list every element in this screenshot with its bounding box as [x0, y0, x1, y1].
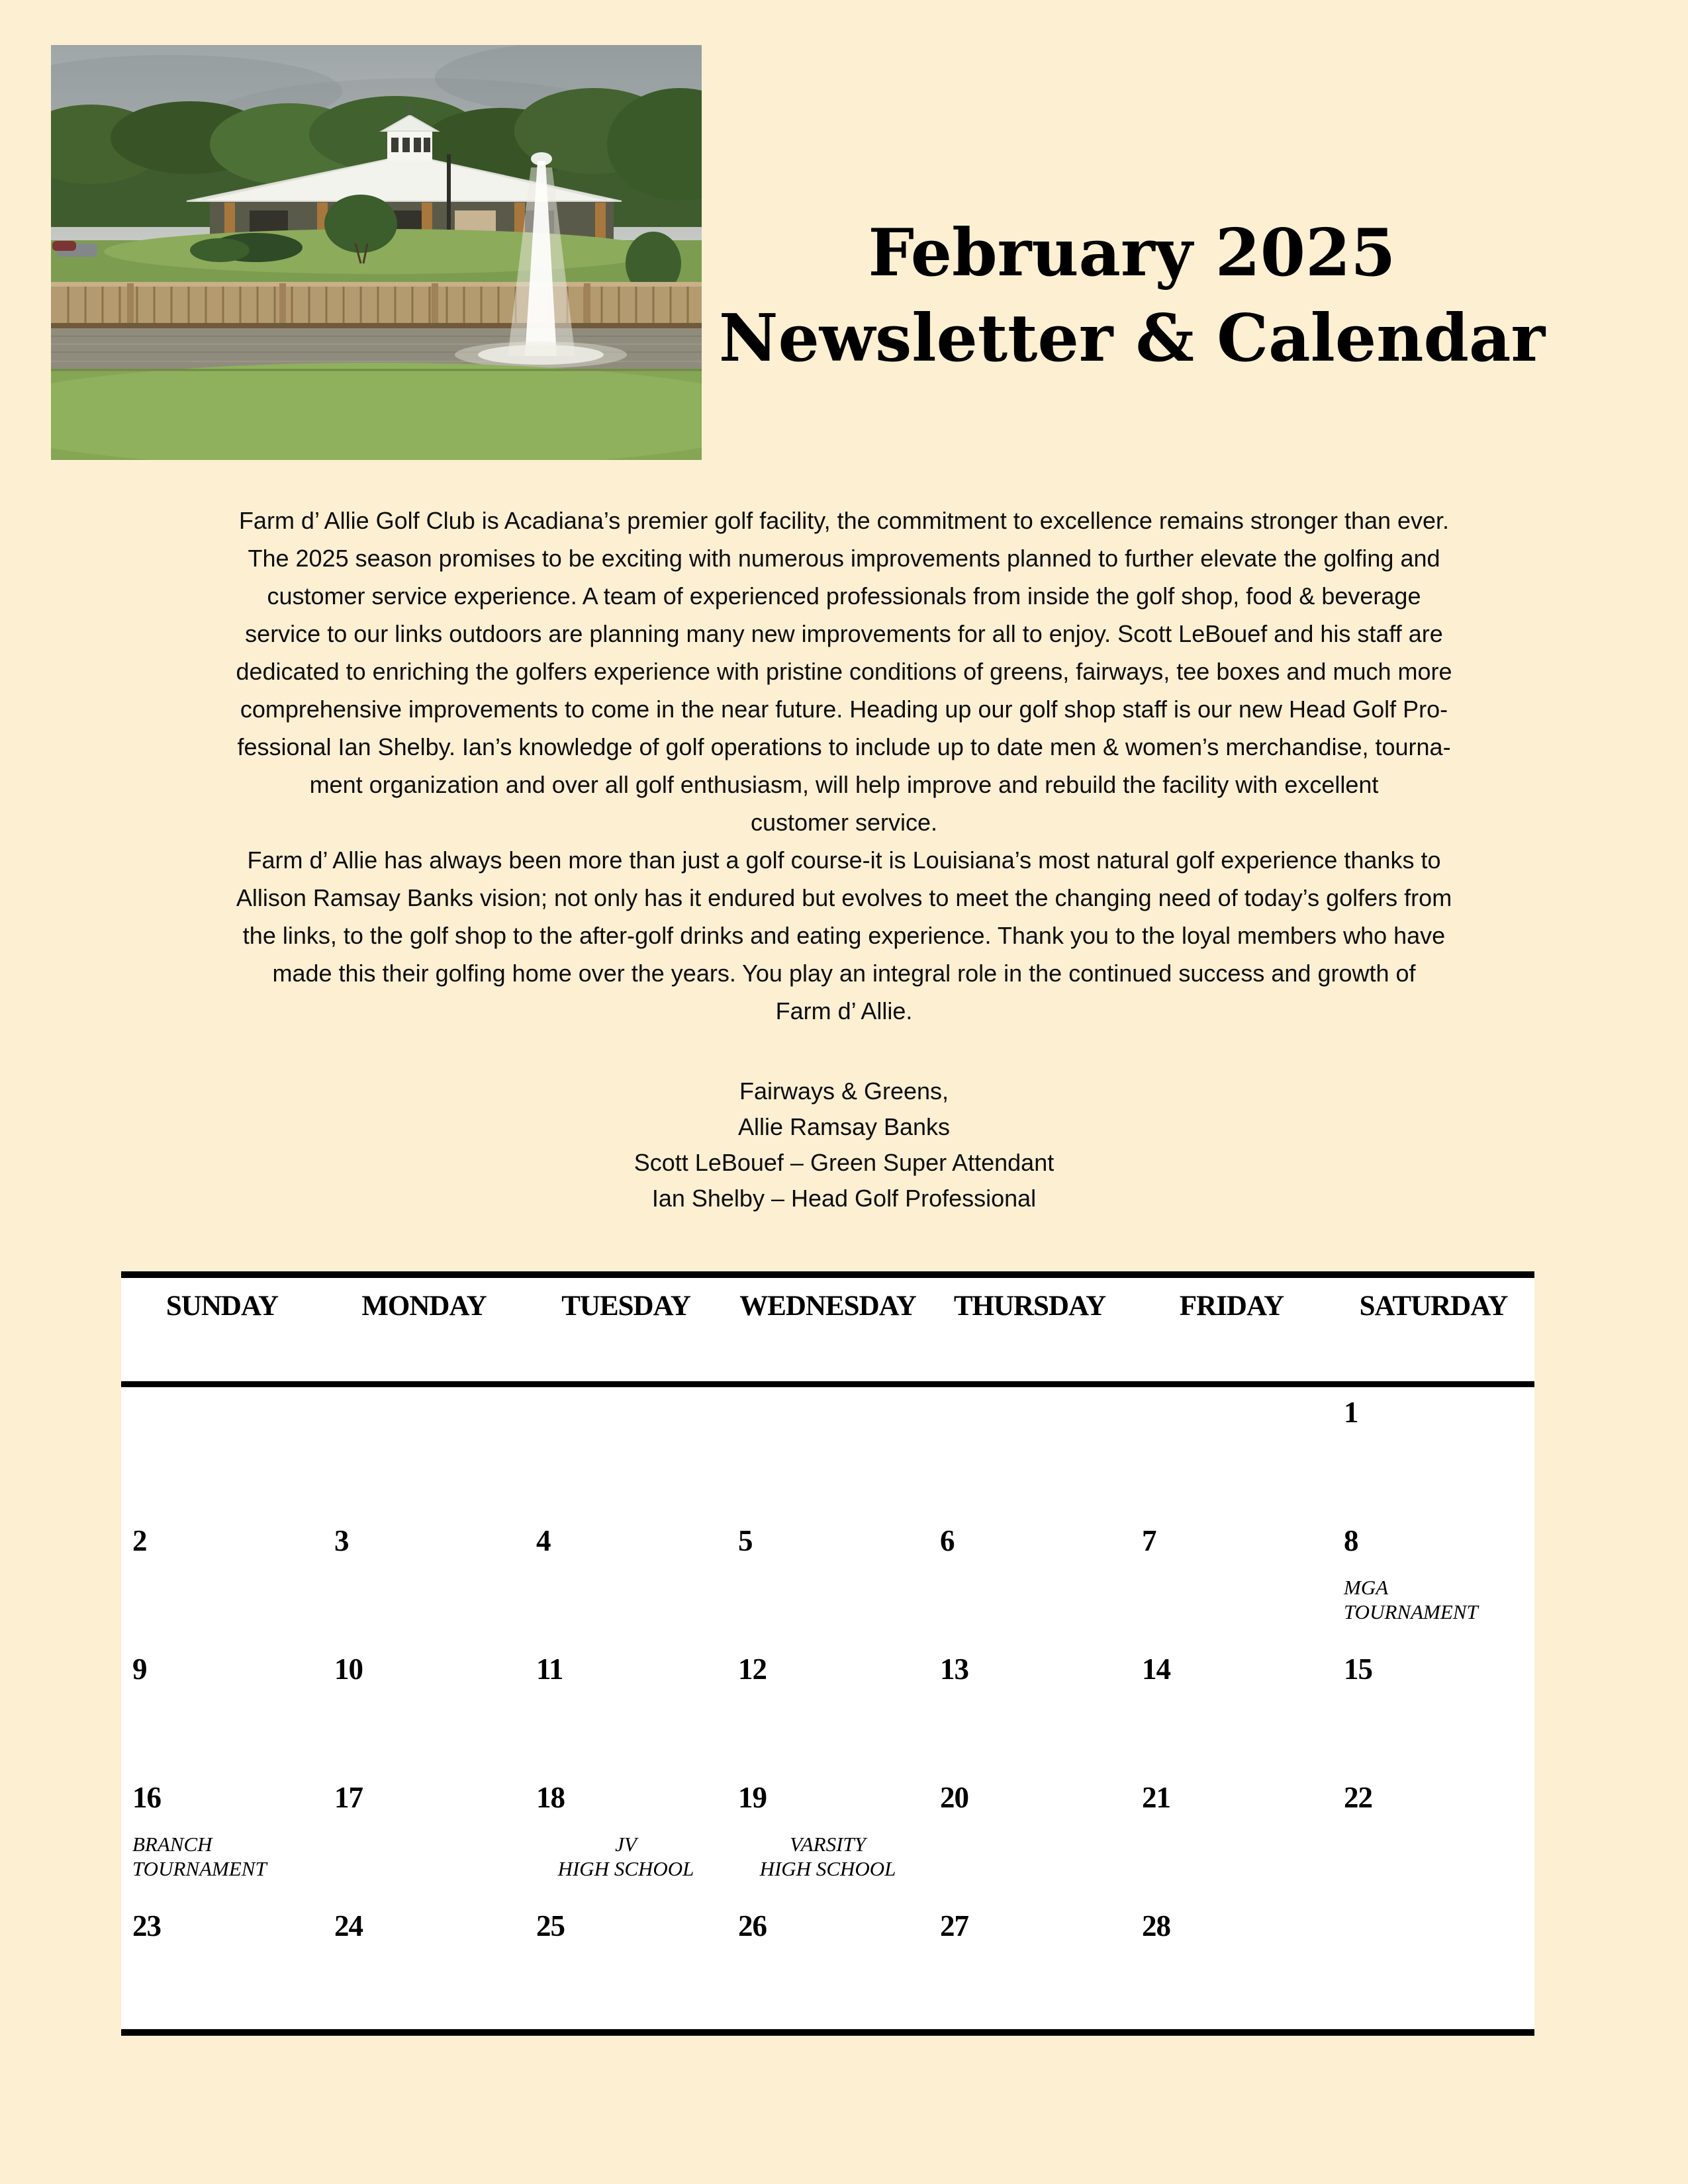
- calendar-cell: [525, 1901, 727, 2029]
- date-number: 24: [334, 1909, 363, 1942]
- calendar-cell: [1333, 1516, 1534, 1644]
- calendar-cell: [121, 1516, 323, 1644]
- calendar-cell: [323, 1901, 525, 2029]
- date-number: 28: [1142, 1909, 1170, 1942]
- date-number: 14: [1142, 1653, 1170, 1686]
- calendar-cell: [525, 1772, 727, 1901]
- date-number: 1: [1344, 1396, 1358, 1429]
- calendar-cell: [121, 1387, 323, 1516]
- date-number: 26: [738, 1909, 767, 1942]
- body-text-line: made this their golfing home over the years. You play an integral role in the continued success and growth of: [272, 960, 1416, 987]
- calendar-cell: [727, 1387, 929, 1516]
- calendar-cell: [1131, 1772, 1333, 1901]
- day-header: THURSDAY: [953, 1291, 1106, 1322]
- body-text-line: customer service experience. A team of experienced professionals from inside the golf shop, food & beverage: [267, 582, 1421, 610]
- page-title: [675, 210, 1589, 381]
- date-number: 25: [536, 1909, 565, 1942]
- day-header: FRIDAY: [1179, 1291, 1284, 1322]
- calendar-event-line: TOURNAMENT: [1344, 1600, 1478, 1623]
- calendar-cell: [525, 1644, 727, 1772]
- calendar-cell: [121, 1644, 323, 1772]
- date-number: 15: [1344, 1653, 1372, 1686]
- calendar-cell: [929, 1901, 1131, 2029]
- calendar-grid: [121, 1387, 1534, 2029]
- title-line-1: February 2025: [868, 215, 1396, 291]
- date-number: 2: [132, 1524, 147, 1557]
- date-number: 8: [1344, 1524, 1358, 1557]
- calendar-event-line: MGA: [1344, 1576, 1389, 1599]
- clubhouse-photo: [51, 45, 702, 460]
- date-number: 12: [738, 1653, 767, 1686]
- calendar-cell: [525, 1516, 727, 1644]
- calendar-cell: [1333, 1772, 1534, 1901]
- body-text-line: The 2025 season promises to be exciting with numerous improvements planned to further elevate the golfing and: [248, 545, 1440, 572]
- date-number: 18: [536, 1781, 565, 1814]
- calendar-cell: [727, 1901, 929, 2029]
- calendar-cell: [929, 1772, 1131, 1901]
- signoff-line: Ian Shelby – Head Golf Professional: [651, 1185, 1037, 1212]
- date-number: 21: [1142, 1781, 1170, 1814]
- day-header: SUNDAY: [165, 1291, 279, 1322]
- calendar-event: [525, 1832, 727, 1881]
- calendar-event: [132, 1832, 319, 1881]
- clubhouse-photo-art: [51, 45, 702, 460]
- body-text-line: the links, to the golf shop to the after-golf drinks and eating experience. Thank you to the loyal members who have: [242, 922, 1446, 949]
- calendar-cell: [1131, 1387, 1333, 1516]
- date-number: 23: [132, 1909, 161, 1942]
- calendar-cell: [1333, 1901, 1534, 2029]
- day-header: TUESDAY: [561, 1291, 690, 1322]
- date-number: 11: [536, 1653, 563, 1686]
- calendar-cell: [121, 1901, 323, 2029]
- calendar-cell: [323, 1516, 525, 1644]
- calendar-cell: [929, 1516, 1131, 1644]
- date-number: 5: [738, 1524, 753, 1557]
- body-text-line: Allison Ramsay Banks vision; not only has it endured but evolves to meet the changing need of today’s golfers from: [236, 884, 1452, 911]
- calendar-event-line: HIGH SCHOOL: [557, 1857, 694, 1880]
- calendar-event-line: JV: [615, 1833, 637, 1856]
- calendar-event-line: TOURNAMENT: [132, 1857, 267, 1880]
- date-number: 22: [1344, 1781, 1372, 1814]
- calendar-cell: [727, 1644, 929, 1772]
- date-number: 13: [940, 1653, 968, 1686]
- day-header: SATURDAY: [1359, 1291, 1508, 1322]
- newsletter-body: [0, 502, 1688, 1030]
- date-number: 10: [334, 1653, 363, 1686]
- date-number: 19: [738, 1781, 767, 1814]
- body-text-line: service to our links outdoors are planning many new improvements for all to enjoy. Scott LeBouef and his staff are: [245, 620, 1443, 647]
- date-number: 3: [334, 1524, 349, 1557]
- calendar-event: [727, 1832, 929, 1881]
- signoff-line: Scott LeBouef – Green Super Attendant: [633, 1149, 1055, 1176]
- calendar-event-line: VARSITY: [790, 1833, 866, 1856]
- calendar-event-line: BRANCH: [132, 1833, 212, 1856]
- body-text-line: dedicated to enriching the golfers experience with pristine conditions of greens, fairways, tee boxes and much more: [236, 658, 1452, 685]
- date-number: 16: [132, 1781, 161, 1814]
- body-text-line: Farm d’ Allie Golf Club is Acadiana’s premier golf facility, the commitment to excellence remains stronger than ever.: [238, 507, 1450, 534]
- calendar-event-line: HIGH SCHOOL: [759, 1857, 896, 1880]
- wood-wall: [51, 282, 702, 328]
- day-header: WEDNESDAY: [739, 1291, 916, 1322]
- calendar-cell: [1131, 1516, 1333, 1644]
- foreground-grass: [51, 363, 702, 460]
- february-calendar: [121, 1271, 1534, 2036]
- date-number: 9: [132, 1653, 147, 1686]
- date-number: 7: [1142, 1524, 1156, 1557]
- calendar-cell: [121, 1772, 323, 1901]
- calendar-day-header-row: [121, 1278, 1534, 1387]
- body-text-line: ment organization and over all golf enthusiasm, will help improve and rebuild the facility with excellent: [309, 771, 1379, 798]
- calendar-cell: [1333, 1387, 1534, 1516]
- calendar-cell: [929, 1644, 1131, 1772]
- calendar-event: [1344, 1575, 1530, 1624]
- date-number: 6: [940, 1524, 955, 1557]
- body-text-line: customer service.: [750, 809, 938, 836]
- signoff-block: [0, 1073, 1688, 1216]
- calendar-cell: [323, 1387, 525, 1516]
- calendar-cell: [929, 1387, 1131, 1516]
- calendar-cell: [1131, 1901, 1333, 2029]
- date-number: 17: [334, 1781, 363, 1814]
- calendar-cell: [1131, 1644, 1333, 1772]
- date-number: 27: [940, 1909, 968, 1942]
- body-text-line: Farm d’ Allie has always been more than just a golf course-it is Louisiana’s most natural golf experience thanks to: [247, 846, 1441, 874]
- title-line-2: Newsletter & Calendar: [718, 300, 1546, 377]
- calendar-cell: [1333, 1644, 1534, 1772]
- calendar-cell: [525, 1387, 727, 1516]
- day-header: MONDAY: [361, 1291, 487, 1322]
- date-number: 20: [940, 1781, 968, 1814]
- calendar-cell: [323, 1772, 525, 1901]
- signoff-line: Allie Ramsay Banks: [737, 1113, 951, 1140]
- calendar-cell: [727, 1516, 929, 1644]
- date-number: 4: [536, 1524, 551, 1557]
- body-text-line: Farm d’ Allie.: [775, 997, 913, 1024]
- signoff-line: Fairways & Greens,: [739, 1077, 949, 1105]
- body-text-line: fessional Ian Shelby. Ian’s knowledge of golf operations to include up to date men & women’s merchandise, tourna-: [237, 733, 1451, 760]
- calendar-cell: [727, 1772, 929, 1901]
- body-text-line: comprehensive improvements to come in the near future. Heading up our golf shop staff is our new Head Golf Pro-: [240, 696, 1448, 723]
- calendar-cell: [323, 1644, 525, 1772]
